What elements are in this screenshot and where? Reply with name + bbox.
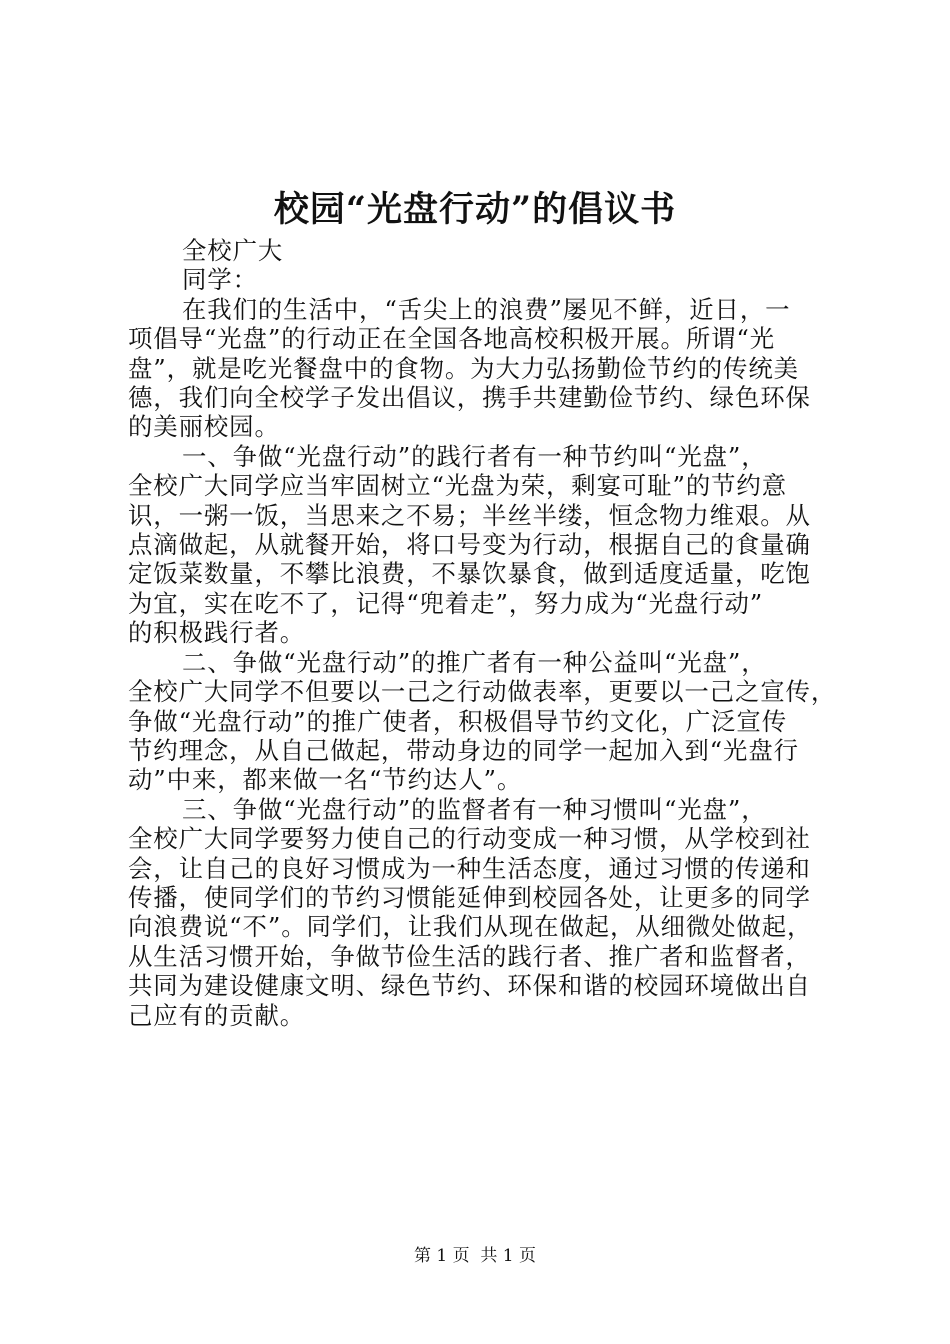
body-line: 全校广大同学要努力使自己的行动变成一种习惯，从学校到社 bbox=[128, 824, 811, 854]
body-line: 同学： bbox=[182, 265, 258, 295]
body-line: 会，让自己的良好习惯成为一种生活态度，通过习惯的传递和 bbox=[128, 853, 811, 883]
document-title: 校园“光盘行动”的倡议书 bbox=[273, 189, 677, 230]
body-line: 点滴做起，从就餐开始，将口号变为行动，根据自己的食量确 bbox=[128, 530, 811, 560]
body-line: 一、争做“光盘行动”的践行者有一种节约叫“光盘”， bbox=[182, 441, 767, 471]
body-line: 从生活习惯开始，争做节俭生活的践行者、推广者和监督者， bbox=[128, 941, 811, 971]
body-line: 向浪费说“不”。同学们，让我们从现在做起，从细微处做起， bbox=[128, 912, 813, 942]
body-line: 全校广大同学不但要以一己之行动做表率，更要以一己之宣传， bbox=[128, 677, 837, 707]
body-line: 二、争做“光盘行动”的推广者有一种公益叫“光盘”， bbox=[182, 647, 767, 677]
body-line: 共同为建设健康文明、绿色节约、环保和谐的校园环境做出自 bbox=[128, 971, 811, 1001]
body-line: 传播，使同学们的节约习惯能延伸到校园各处，让更多的同学 bbox=[128, 882, 811, 912]
body-line: 己应有的贡献。 bbox=[128, 1000, 306, 1030]
body-line: 德，我们向全校学子发出倡议，携手共建勤俭节约、绿色环保 bbox=[128, 383, 811, 413]
body-line: 全校广大 bbox=[182, 236, 284, 265]
document-body bbox=[128, 236, 837, 1030]
body-line: 三、争做“光盘行动”的监督者有一种习惯叫“光盘”， bbox=[182, 794, 767, 824]
body-line: 为宜，实在吃不了，记得“兜着走”，努力成为“光盘行动” bbox=[128, 588, 764, 618]
body-line: 节约理念，从自己做起，带动身边的同学一起加入到“光盘行 bbox=[128, 735, 799, 765]
body-line: 动”中来，都来做一名“节约达人”。 bbox=[128, 765, 523, 795]
body-line: 盘”，就是吃光餐盘中的食物。为大力弘扬勤俭节约的传统美 bbox=[128, 353, 799, 383]
body-line: 的积极践行者。 bbox=[128, 618, 306, 648]
body-line: 争做“光盘行动”的推广使者，积极倡导节约文化，广泛宣传 bbox=[128, 706, 788, 736]
body-line: 在我们的生活中，“舌尖上的浪费”屡见不鲜，近日，一 bbox=[182, 294, 791, 324]
body-line: 项倡导“光盘”的行动正在全国各地高校积极开展。所谓“光 bbox=[128, 324, 776, 354]
page-number-label: 第 1 页 共 1 页 bbox=[413, 1246, 537, 1266]
body-line: 的美丽校园。 bbox=[128, 412, 280, 442]
body-line: 识，一粥一饭，当思来之不易；半丝半缕，恒念物力维艰。从 bbox=[128, 500, 811, 530]
body-line: 全校广大同学应当牢固树立“光盘为荣，剩宴可耻”的节约意 bbox=[128, 471, 788, 501]
page-footer bbox=[0, 1244, 950, 1268]
body-line: 定饭菜数量，不攀比浪费，不暴饮暴食，做到适度适量，吃饱 bbox=[128, 559, 811, 589]
